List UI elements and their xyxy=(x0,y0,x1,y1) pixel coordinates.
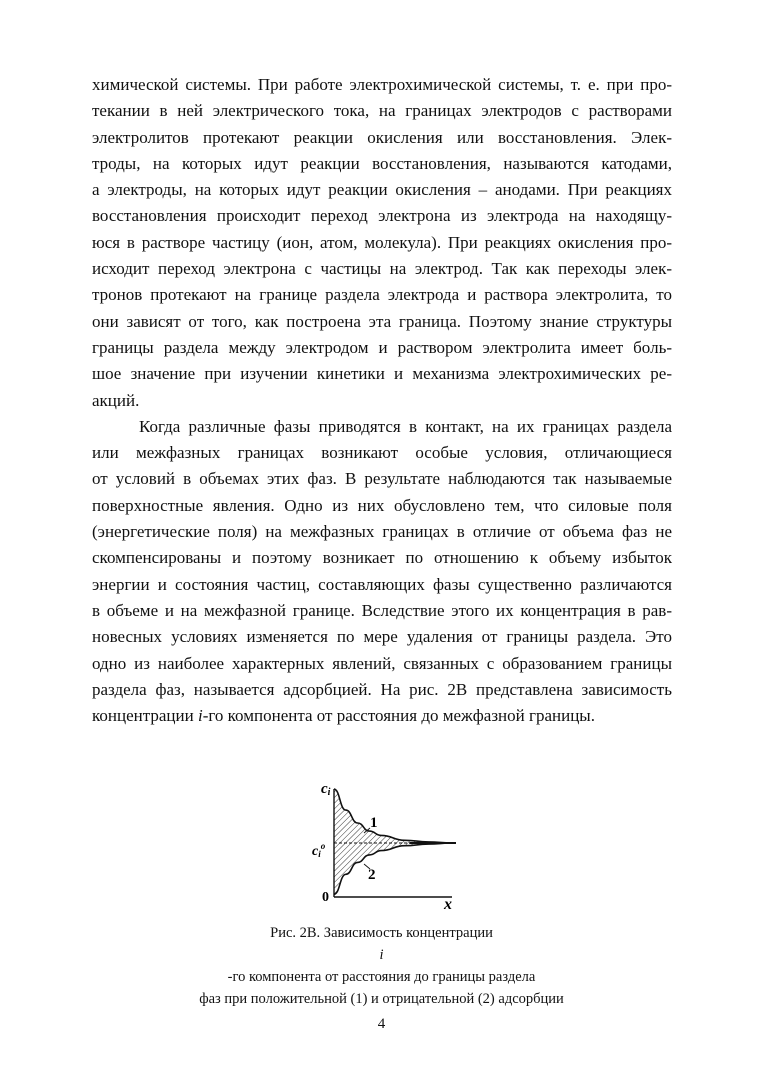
x-axis-label: x xyxy=(444,896,452,913)
text-line: они зависят от того, как построена эта граница. Поэтому знание структуры xyxy=(92,311,672,331)
body-text xyxy=(92,72,672,729)
text-line: троды, на которых идут реакции восстановления, называются катодами, xyxy=(92,153,672,173)
caption-fragment: Рис. 2В. Зависимость концентрации xyxy=(270,925,493,941)
page-number: 4 xyxy=(377,1016,386,1032)
caption-italic-index: i xyxy=(379,947,384,963)
origin-label: 0 xyxy=(322,890,329,905)
y-axis-label: ci xyxy=(321,781,331,798)
text-line-last xyxy=(92,703,672,729)
text-line: восстановления происходит переход электрона из электрода на находящу- xyxy=(92,206,672,226)
text-line: (энергетические поля) на межфазных границах в отличие от объема фаз не xyxy=(92,522,672,542)
figure-2b xyxy=(300,775,470,915)
text-line: поверхностные явления. Одно из них обусловлено тем, что силовые поля xyxy=(92,495,672,515)
curve-2-label: 2 xyxy=(368,867,376,883)
figure-caption xyxy=(60,922,703,1010)
text-line: границы раздела между электродом и раствором электролита имеет боль- xyxy=(92,337,672,357)
caption-line-2: фаз при положительной (1) и отрицательной (2) адсорбции xyxy=(199,991,564,1007)
paragraph-start-line: Когда различные фазы приводятся в контакт, на их границах раздела xyxy=(139,416,672,436)
text-line: одно из наиболее характерных явлений, связанных с образованием границы xyxy=(92,653,672,673)
concentration-chart xyxy=(300,775,470,915)
text-line: электролитов протекают реакции окисления или восстановления. Элек- xyxy=(92,127,672,147)
text-line: в объеме и на межфазной границе. Вследствие этого их концентрация в рав- xyxy=(92,600,672,620)
text-line: текании в ней электрического тока, на границах электродов с растворами xyxy=(92,101,672,121)
text-line: скомпенсированы и поэтому возникает по отношению к объему избыток xyxy=(92,548,672,568)
caption-line-1 xyxy=(60,922,703,988)
text-line: энергии и состояния частиц, составляющих фазы существенно различаются xyxy=(92,574,672,594)
italic-index: i xyxy=(197,706,203,726)
text-fragment: концентрации xyxy=(92,706,198,726)
text-line: акций. xyxy=(92,390,140,410)
text-line: новесных условиях изменяется по мере удаления от границы раздела. Это xyxy=(92,627,672,647)
text-line: тронов протекают на границе раздела электрода и раствора электролита, то xyxy=(92,285,672,305)
caption-fragment: -го компонента от расстояния до границы раздела xyxy=(227,969,536,985)
text-line: юся в растворе частицу (ион, атом, молекула). При реакциях окисления про- xyxy=(92,232,672,252)
text-fragment: -го компонента от расстояния до межфазной границы. xyxy=(202,706,595,726)
text-line: исходит переход электрона с частицы на электрод. Так как переходы элек- xyxy=(92,259,672,279)
text-line: химической системы. При работе электрохимической системы, т. е. при про- xyxy=(92,75,672,94)
text-line: шое значение при изучении кинетики и механизма электрохимических ре- xyxy=(92,364,672,384)
equilibrium-label: $ci^o$ xyxy=(312,841,326,859)
text-line: от условий в объемах этих фаз. В результате наблюдаются так называемые xyxy=(92,469,672,489)
text-line: раздела фаз, называется адсорбцией. На рис. 2В представлена зависимость xyxy=(92,679,672,699)
text-line: а электроды, на которых идут реакции окисления – анодами. При реакциях xyxy=(92,180,672,200)
text-line: или межфазных границах возникают особые условия, отличающиеся xyxy=(92,443,672,463)
curve-1-label: 1 xyxy=(370,815,378,831)
